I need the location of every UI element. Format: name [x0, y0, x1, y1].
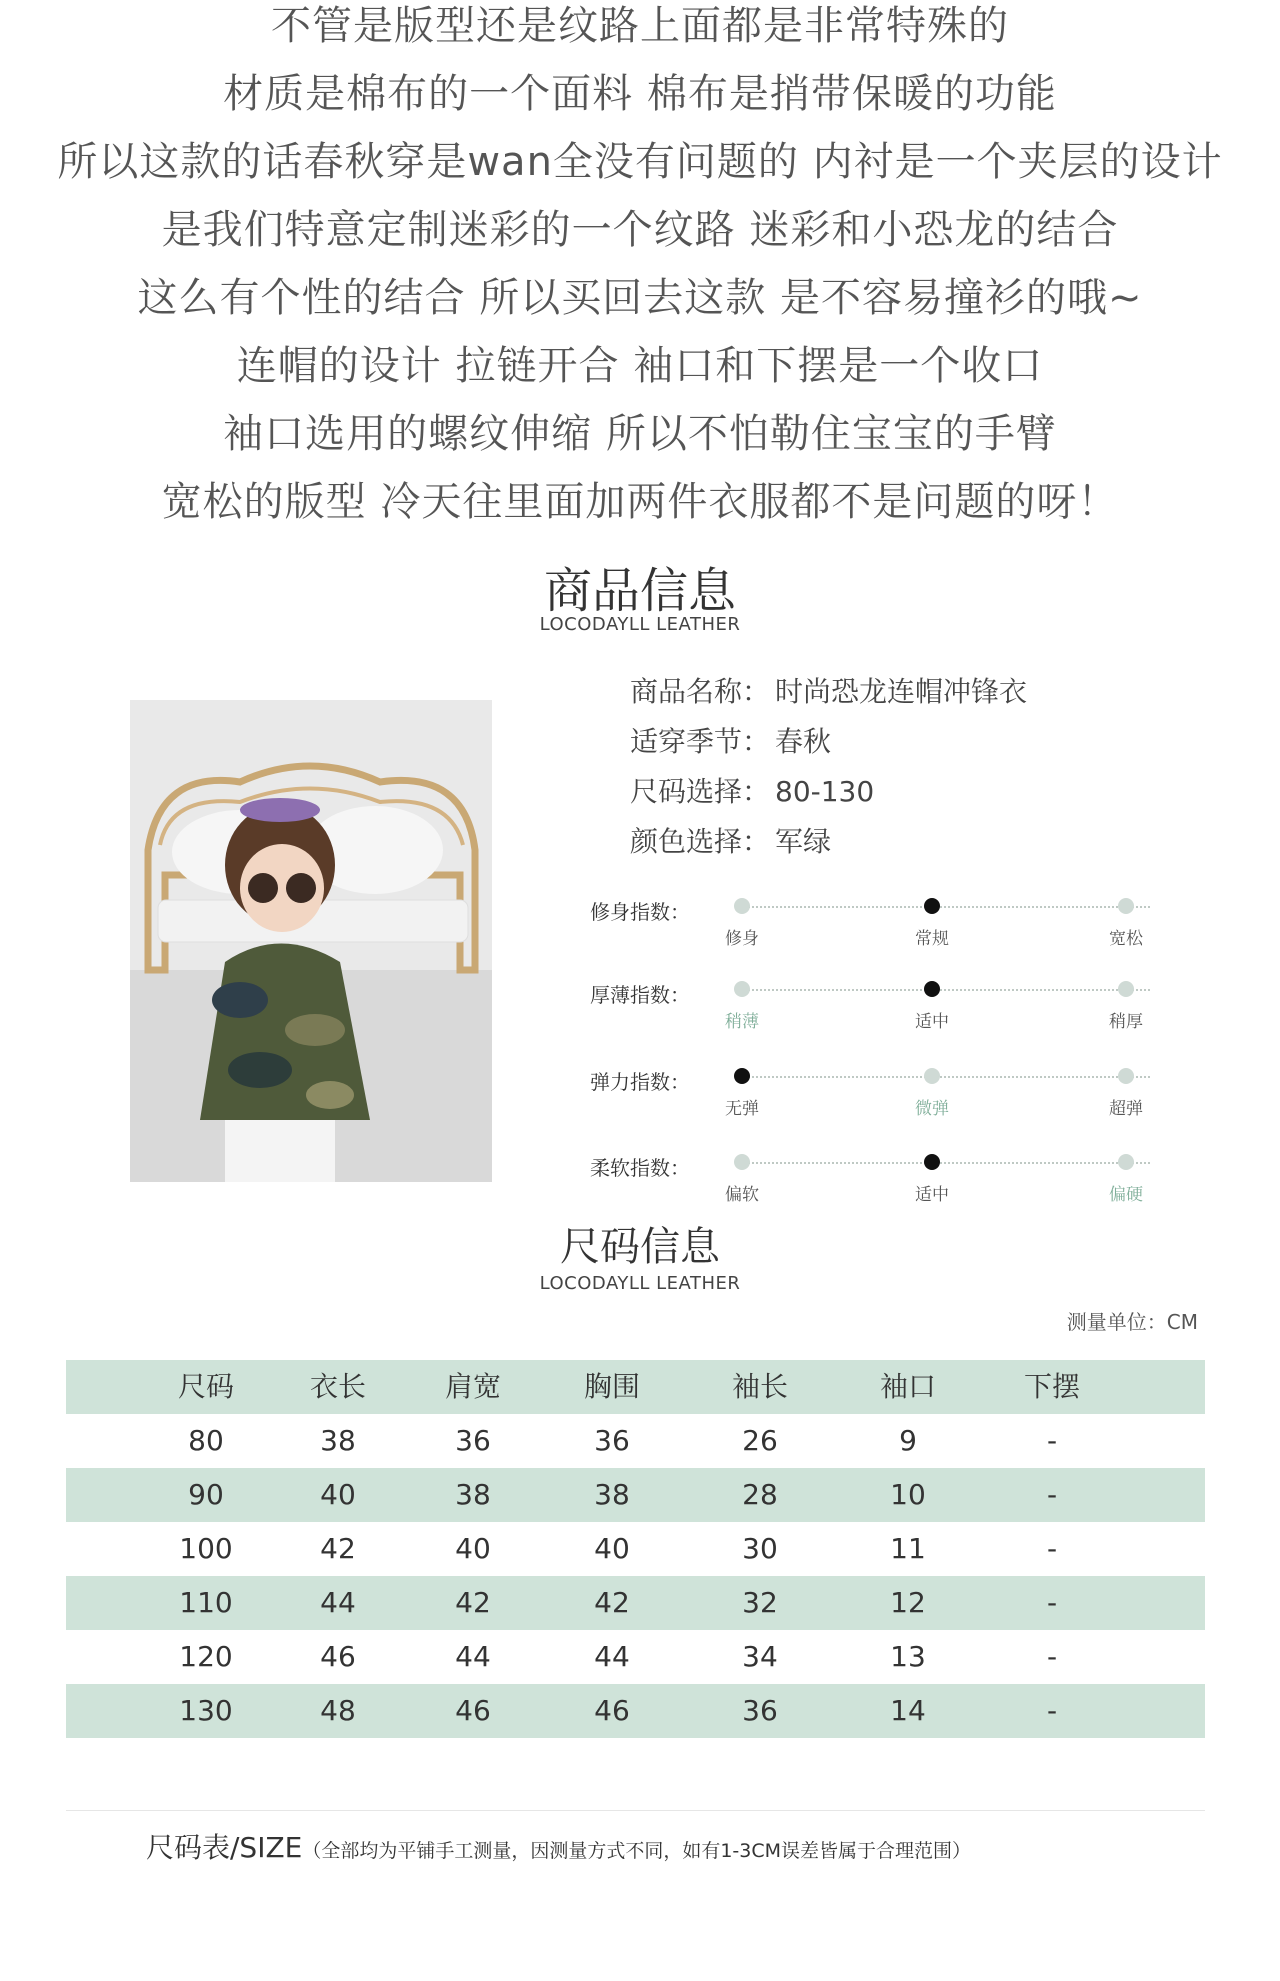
table-cell: 44 — [320, 1586, 356, 1619]
table-cell: 30 — [742, 1532, 778, 1565]
table-cell: 34 — [742, 1640, 778, 1673]
table-header-cell: 肩宽 — [444, 1370, 501, 1403]
table-cell: 120 — [179, 1640, 233, 1673]
table-cell: 13 — [890, 1640, 926, 1673]
table-cell: 14 — [890, 1694, 926, 1727]
info-value: 春秋 — [775, 725, 832, 758]
info-label: 商品名称： — [630, 675, 771, 708]
table-row — [66, 1522, 1205, 1576]
index-track — [737, 1076, 1150, 1078]
table-header-cell: 袖长 — [731, 1370, 788, 1403]
index-dot — [734, 898, 750, 914]
size-footnote — [146, 1826, 971, 1866]
table-header-cell: 尺码 — [177, 1370, 234, 1403]
table-cell: 130 — [179, 1694, 233, 1727]
index-label: 弹力指数： — [590, 1070, 690, 1094]
index-track — [737, 989, 1150, 991]
index-option-label: 微弹 — [915, 1099, 949, 1119]
table-cell: 80 — [188, 1424, 224, 1457]
size-table — [66, 1360, 1205, 1738]
index-option-label: 宽松 — [1109, 929, 1143, 949]
description-line: 这么有个性的结合 所以买回去这款 是不容易撞衫的哦~ — [137, 275, 1143, 321]
table-cell: 38 — [455, 1478, 491, 1511]
table-cell: 40 — [320, 1478, 356, 1511]
table-cell: 44 — [594, 1640, 630, 1673]
index-dot — [924, 1068, 940, 1084]
info-label: 尺码选择： — [630, 775, 771, 808]
table-cell: - — [1046, 1694, 1058, 1727]
table-cell: 9 — [899, 1424, 917, 1457]
table-cell: 10 — [890, 1478, 926, 1511]
index-option-label: 适中 — [915, 1012, 949, 1032]
table-row — [66, 1630, 1205, 1684]
table-cell: 36 — [742, 1694, 778, 1727]
table-cell: - — [1046, 1640, 1058, 1673]
table-cell: 90 — [188, 1478, 224, 1511]
table-cell: 26 — [742, 1424, 778, 1457]
footnote-title: 尺码表/SIZE — [146, 1831, 303, 1864]
size-section-subtitle: LOCODAYLL LEATHER — [539, 1273, 741, 1294]
index-option-label: 无弹 — [725, 1099, 759, 1119]
description-line: 材质是棉布的一个面料 棉布是捎带保暖的功能 — [223, 71, 1057, 117]
info-label: 颜色选择： — [630, 825, 771, 858]
index-dot — [734, 981, 750, 997]
table-cell: 42 — [594, 1586, 630, 1619]
info-row-size — [630, 770, 874, 810]
description-line: 连帽的设计 拉链开合 袖口和下摆是一个收口 — [236, 343, 1044, 389]
table-cell: - — [1046, 1586, 1058, 1619]
index-option-label: 稍薄 — [725, 1012, 759, 1032]
index-dot — [734, 1154, 750, 1170]
table-cell: 46 — [320, 1640, 356, 1673]
index-option-label: 超弹 — [1109, 1099, 1143, 1119]
table-cell: 38 — [320, 1424, 356, 1457]
thickness-index — [590, 983, 1150, 1059]
table-cell: 11 — [890, 1532, 926, 1565]
product-photo — [130, 700, 492, 1182]
fit-index — [590, 900, 1150, 976]
table-row — [66, 1576, 1205, 1630]
index-dot — [1118, 1154, 1134, 1170]
table-cell: 36 — [455, 1424, 491, 1457]
table-header-row — [66, 1360, 1205, 1414]
table-cell: - — [1046, 1532, 1058, 1565]
table-cell: 40 — [455, 1532, 491, 1565]
table-header-cell: 衣长 — [309, 1370, 366, 1403]
index-option-label: 偏软 — [725, 1185, 759, 1205]
info-row-name — [630, 670, 1027, 710]
table-header-cell: 袖口 — [879, 1370, 936, 1403]
footnote-note: （全部均为平铺手工测量，因测量方式不同，如有1-3CM误差皆属于合理范围） — [302, 1840, 972, 1862]
table-cell: 32 — [742, 1586, 778, 1619]
description-line: 不管是版型还是纹路上面都是非常特殊的 — [271, 3, 1009, 49]
table-cell: 12 — [890, 1586, 926, 1619]
table-cell: - — [1046, 1424, 1058, 1457]
index-track — [737, 1162, 1150, 1164]
divider — [66, 1810, 1205, 1811]
description-line: 是我们特意定制迷彩的一个纹路 迷彩和小恐龙的结合 — [161, 207, 1119, 253]
index-dot-selected — [924, 1154, 940, 1170]
index-dot — [1118, 898, 1134, 914]
index-option-label: 修身 — [725, 929, 759, 949]
table-cell: 36 — [594, 1424, 630, 1457]
description-line: 宽松的版型 冷天往里面加两件衣服都不是问题的呀！ — [161, 479, 1119, 525]
index-dot-selected — [734, 1068, 750, 1084]
table-cell: 28 — [742, 1478, 778, 1511]
table-cell: 46 — [594, 1694, 630, 1727]
product-section-title: 商品信息 — [543, 563, 736, 619]
table-cell: 46 — [455, 1694, 491, 1727]
table-cell: 38 — [594, 1478, 630, 1511]
index-label: 修身指数： — [590, 900, 690, 924]
table-row — [66, 1414, 1205, 1468]
table-cell: - — [1046, 1478, 1058, 1511]
description-line: 袖口选用的螺纹伸缩 所以不怕勒住宝宝的手臂 — [223, 411, 1057, 457]
index-option-label: 稍厚 — [1109, 1012, 1143, 1032]
index-option-label: 适中 — [915, 1185, 949, 1205]
table-cell: 42 — [455, 1586, 491, 1619]
table-cell: 100 — [179, 1532, 233, 1565]
size-section-title: 尺码信息 — [560, 1224, 720, 1270]
table-row — [66, 1684, 1205, 1738]
table-cell: 48 — [320, 1694, 356, 1727]
table-row — [66, 1468, 1205, 1522]
measurement-unit: 测量单位：CM — [1066, 1310, 1198, 1334]
index-option-label: 常规 — [915, 929, 949, 949]
table-header-cell: 下摆 — [1023, 1370, 1080, 1403]
index-dot — [1118, 1068, 1134, 1084]
info-value: 时尚恐龙连帽冲锋衣 — [775, 675, 1028, 708]
index-option-label: 偏硬 — [1109, 1185, 1143, 1205]
index-track — [737, 906, 1150, 908]
info-value: 80-130 — [775, 775, 875, 808]
index-dot-selected — [924, 981, 940, 997]
info-row-color — [630, 820, 831, 860]
info-value: 军绿 — [775, 825, 832, 858]
index-label: 柔软指数： — [590, 1156, 690, 1180]
info-label: 适穿季节： — [630, 725, 771, 758]
index-dot — [1118, 981, 1134, 997]
index-label: 厚薄指数： — [590, 983, 690, 1007]
table-cell: 110 — [179, 1586, 233, 1619]
table-cell: 40 — [594, 1532, 630, 1565]
elasticity-index — [590, 1070, 1150, 1146]
description-line: 所以这款的话春秋穿是wan全没有问题的 内衬是一个夹层的设计 — [57, 139, 1223, 185]
info-row-season — [630, 720, 831, 760]
index-dot-selected — [924, 898, 940, 914]
table-cell: 44 — [455, 1640, 491, 1673]
table-cell: 42 — [320, 1532, 356, 1565]
product-section-subtitle: LOCODAYLL LEATHER — [539, 614, 741, 635]
table-header-cell: 胸围 — [583, 1370, 640, 1403]
